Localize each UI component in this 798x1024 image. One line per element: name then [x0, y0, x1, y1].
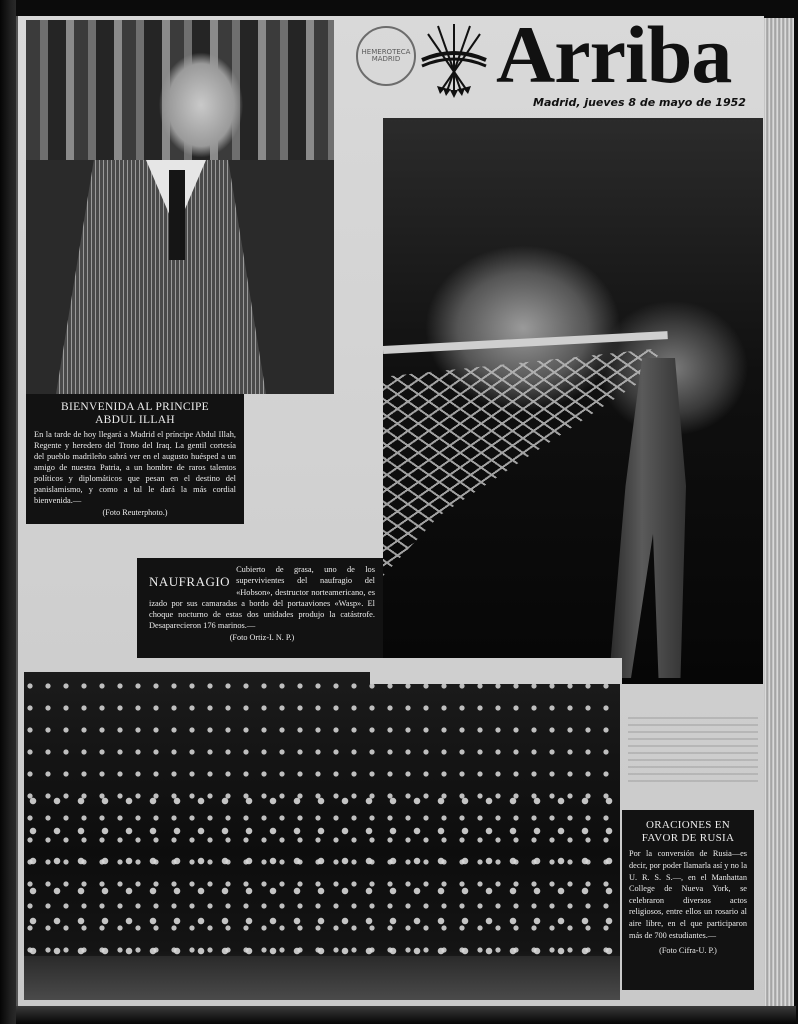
prince-suit [56, 160, 266, 394]
oraciones-caption-heading [629, 819, 747, 844]
rescue-photo [383, 118, 763, 684]
prince-heading-line1: BIENVENIDA AL PRINCIPE [60, 401, 209, 413]
bleed-through-text [628, 712, 758, 782]
book-binding-left [0, 0, 16, 1024]
naufragio-photo-credit: (Foto Ortiz-I. N. P.) [229, 632, 295, 642]
oraciones-photo-credit: (Foto Cifra-U. P.) [659, 946, 717, 956]
prince-photo-credit: (Foto Reuterphoto.) [102, 507, 168, 517]
survivor-figure [598, 358, 708, 678]
page-edges [764, 18, 794, 1008]
newspaper-logo: Arriba [496, 9, 732, 100]
oraciones-caption-body: Por la conversión de Rusia—es decir, por poder llamarla así y no la U. R. S. S.—, en el Manhattan College de Nueva York, se celebraron diversos actos religiosos, entre ellos un rosario al aire libre, en el que participaron más de 700 estudiantes.— [629, 849, 747, 940]
prince-caption-body: En la tarde de hoy llegará a Madrid el príncipe Abdul Illah, Regente y heredero del Trono del Iraq. La gentil cortesía del pueblo madrileño sabrá ver en el augusto huésped a un amigo de nuestra Patria, a un hombre de raros talentos políticos y diplomáticos que pesan en el destino del panislamismo, y como a tal le dará la más cordial bienvenida.— [34, 430, 236, 505]
oraciones-caption [622, 810, 754, 990]
page-gap [370, 658, 622, 684]
prince-photo [26, 20, 334, 394]
net-bar [383, 331, 668, 354]
prince-caption [26, 394, 244, 524]
bottom-shadow [16, 1006, 796, 1024]
oraciones-heading-line1: ORACIONES EN [646, 819, 730, 831]
naufragio-caption [137, 558, 383, 658]
grass [24, 956, 620, 1000]
stamp-text: HEMEROTECA MADRID [361, 47, 411, 63]
prince-tie [169, 170, 185, 260]
yoke-and-arrows-emblem-icon [418, 20, 490, 100]
prince-heading-line2: ABDUL ILLAH [95, 413, 175, 426]
library-stamp [356, 26, 416, 86]
prince-caption-heading [34, 401, 236, 426]
oraciones-heading-line2: FAVOR DE RUSIA [641, 831, 735, 844]
crowd-photo [24, 672, 620, 1000]
dateline: Madrid, jueves 8 de mayo de 1952 [533, 96, 746, 109]
naufragio-caption-body: Cubierto de grasa, uno de los supervivientes del naufragio del «Hobson», destructor norteamericano, es izado por sus camaradas a bordo del portaaviones «Wasp». El choque nocturno de estas dos unidades produjo la catástrofe. Desaparecieron 176 marinos.— [149, 565, 375, 631]
naufragio-heading: NAUFRAGIO [149, 574, 231, 589]
